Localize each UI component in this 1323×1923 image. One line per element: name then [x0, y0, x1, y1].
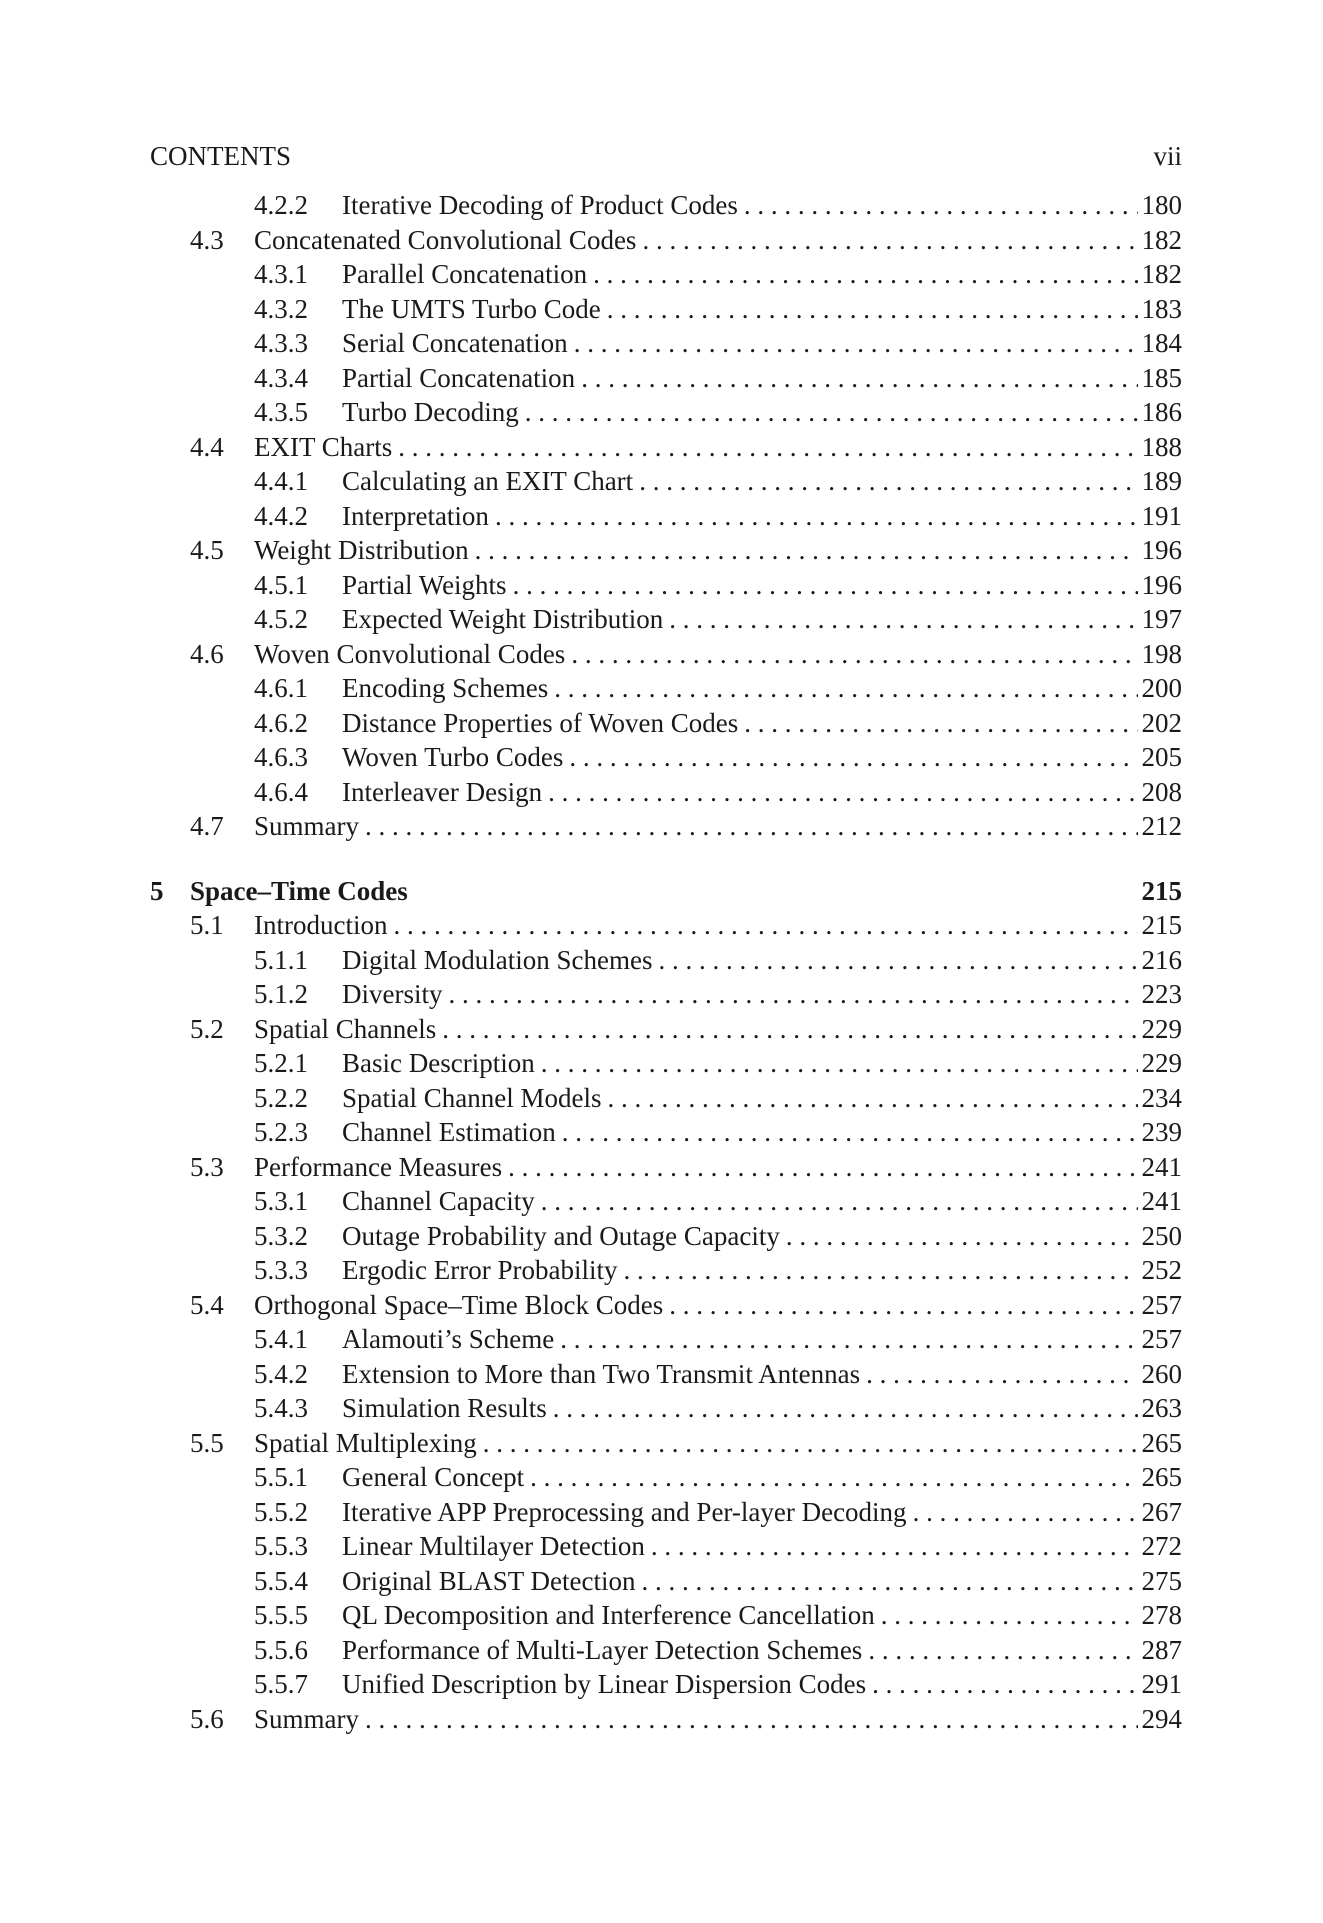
toc-entry-sub[interactable] [150, 1184, 1182, 1219]
toc-entry-title: Alamouti’s Scheme [342, 1324, 555, 1354]
dot-leader [562, 1115, 1138, 1150]
toc-entry-sub[interactable] [150, 326, 1182, 361]
toc-entry-title: The UMTS Turbo Code [342, 293, 601, 324]
toc-entry-title: Spatial Channel Models [342, 1082, 602, 1113]
toc-entry-section[interactable] [150, 1012, 1182, 1047]
dot-leader [868, 1633, 1137, 1668]
toc-entry-section[interactable] [150, 430, 1182, 465]
toc-entry-sub[interactable] [150, 1633, 1182, 1668]
toc-entry-sub[interactable] [150, 1495, 1182, 1530]
toc-entry-sub[interactable] [150, 706, 1182, 741]
toc-entry-page: 265 [1141, 1427, 1182, 1458]
toc-list [150, 188, 1182, 1736]
dot-leader [541, 1184, 1138, 1219]
dot-leader [744, 706, 1137, 741]
dot-leader [508, 1150, 1137, 1185]
toc-entry-sub[interactable] [150, 257, 1182, 292]
toc-entry-page: 278 [1141, 1600, 1182, 1630]
toc-entry-page: 275 [1141, 1565, 1182, 1596]
toc-entry-page: 185 [1141, 362, 1182, 393]
dot-leader [744, 188, 1138, 223]
toc-entry-title: Expected Weight Distribution [342, 604, 664, 634]
toc-entry-page: 229 [1141, 1048, 1182, 1078]
toc-entry-page: 260 [1141, 1358, 1182, 1389]
toc-entry-title: Channel Capacity [342, 1186, 535, 1216]
toc-entry-page: 198 [1141, 638, 1182, 669]
toc-entry-sub[interactable] [150, 1046, 1182, 1081]
toc-entry-title: Woven Turbo Codes [342, 742, 564, 772]
toc-entry-page: 234 [1141, 1082, 1182, 1113]
dot-leader [393, 908, 1137, 943]
toc-entry-number: 5.5.5 [254, 1600, 308, 1630]
toc-entry-page: 250 [1141, 1220, 1182, 1251]
toc-entry-sub[interactable] [150, 943, 1182, 978]
dot-leader [365, 1702, 1138, 1737]
toc-entry-page: 216 [1141, 944, 1182, 975]
toc-entry-sub[interactable] [150, 775, 1182, 810]
toc-entry-title: Partial Weights [342, 569, 507, 600]
toc-entry-sub[interactable] [150, 1357, 1182, 1392]
toc-page [150, 138, 1182, 1736]
toc-entry-sub[interactable] [150, 1115, 1182, 1150]
toc-entry-number: 5.5 [190, 1427, 224, 1458]
toc-entry-sub[interactable] [150, 361, 1182, 396]
toc-entry-page: 208 [1141, 776, 1182, 807]
toc-entry-page: 180 [1141, 190, 1182, 220]
toc-entry-title: Outage Probability and Outage Capacity [342, 1220, 780, 1251]
toc-entry-sub[interactable] [150, 1081, 1182, 1116]
toc-entry-title: Serial Concatenation [342, 328, 568, 358]
toc-entry-sub[interactable] [150, 1598, 1182, 1633]
toc-entry-sub[interactable] [150, 395, 1182, 430]
toc-entry-number: 4.6 [190, 638, 224, 669]
toc-entry-number: 5.3.1 [254, 1186, 308, 1216]
toc-entry-number: 4.4.1 [254, 466, 308, 496]
toc-entry-number: 5.3 [190, 1151, 224, 1182]
toc-entry-section[interactable] [150, 908, 1182, 943]
dot-leader [449, 977, 1138, 1012]
toc-entry-section[interactable] [150, 1426, 1182, 1461]
toc-entry-title: Orthogonal Space–Time Block Codes [254, 1289, 664, 1320]
toc-entry-title: Original BLAST Detection [342, 1565, 636, 1596]
dot-leader [607, 1081, 1137, 1116]
toc-entry-title: Partial Concatenation [342, 362, 576, 393]
toc-entry-title: Digital Modulation Schemes [342, 944, 653, 975]
toc-entry-page: 184 [1141, 328, 1182, 358]
toc-entry-number: 5.4.3 [254, 1393, 308, 1423]
dot-leader [569, 740, 1137, 775]
toc-entry-section[interactable] [150, 809, 1182, 844]
toc-entry-title: Interpretation [342, 500, 489, 531]
toc-entry-title: Introduction [254, 910, 388, 940]
dot-leader [593, 257, 1137, 292]
toc-entry-title: Performance of Multi-Layer Detection Schemes [342, 1634, 863, 1665]
toc-entry-title: Weight Distribution [254, 535, 469, 565]
toc-entry-sub[interactable] [150, 464, 1182, 499]
toc-entry-number: 5.3.2 [254, 1220, 308, 1251]
toc-entry-sub[interactable] [150, 188, 1182, 223]
toc-entry-sub[interactable] [150, 1529, 1182, 1564]
toc-entry-number: 5.6 [190, 1703, 224, 1734]
toc-entry-title: Simulation Results [342, 1393, 547, 1423]
toc-entry-sub[interactable] [150, 568, 1182, 603]
toc-entry-sub[interactable] [150, 292, 1182, 327]
dot-leader [651, 1529, 1138, 1564]
toc-entry-page: 263 [1141, 1393, 1182, 1423]
toc-entry-title: Unified Description by Linear Dispersion Codes [342, 1669, 867, 1699]
toc-entry-title: Linear Multilayer Detection [342, 1531, 645, 1561]
toc-entry-title: Turbo Decoding [342, 397, 519, 427]
toc-entry-sub[interactable] [150, 1219, 1182, 1254]
toc-entry-number: 5.2.1 [254, 1048, 308, 1078]
dot-leader [669, 1288, 1137, 1323]
toc-entry-sub[interactable] [150, 1391, 1182, 1426]
dot-leader [475, 533, 1138, 568]
dot-leader [872, 1667, 1137, 1702]
toc-entry-page: 229 [1141, 1013, 1182, 1044]
toc-entry-number: 4.2.2 [254, 190, 308, 220]
toc-entry-title: QL Decomposition and Interference Cancellation [342, 1600, 875, 1630]
toc-entry-page: 188 [1141, 431, 1182, 462]
dot-leader [554, 671, 1137, 706]
toc-entry-section[interactable] [150, 223, 1182, 258]
toc-entry-page: 183 [1141, 293, 1182, 324]
toc-entry-title: Channel Estimation [342, 1117, 556, 1147]
dot-leader [571, 637, 1137, 672]
dot-leader [574, 326, 1138, 361]
toc-entry-section[interactable] [150, 533, 1182, 568]
dot-leader [623, 1253, 1137, 1288]
toc-entry-sub[interactable] [150, 602, 1182, 637]
toc-entry-number: 5.3.3 [254, 1255, 308, 1285]
toc-entry-page: 182 [1141, 259, 1182, 289]
toc-entry-sub[interactable] [150, 977, 1182, 1012]
toc-entry-title: Performance Measures [254, 1151, 503, 1182]
dot-leader [786, 1219, 1138, 1254]
dot-leader [495, 499, 1138, 534]
toc-entry-section[interactable] [150, 637, 1182, 672]
toc-entry-title: Interleaver Design [342, 776, 543, 807]
toc-entry-number: 5.2.3 [254, 1117, 308, 1147]
toc-entry-sub[interactable] [150, 1667, 1182, 1702]
dot-leader [513, 568, 1138, 603]
toc-entry-sub[interactable] [150, 1460, 1182, 1495]
toc-entry-number: 4.5.1 [254, 569, 308, 600]
toc-entry-title: Iterative APP Preprocessing and Per-layer Decoding [342, 1496, 907, 1527]
running-header-title: CONTENTS [150, 141, 291, 171]
toc-entry-number: 5.5.6 [254, 1634, 308, 1665]
toc-entry-page: 200 [1141, 673, 1182, 703]
toc-entry-number: 5.5.2 [254, 1496, 308, 1527]
toc-entry-title: Encoding Schemes [342, 673, 549, 703]
dot-leader [553, 1391, 1138, 1426]
toc-entry-page: 202 [1141, 707, 1182, 738]
dot-leader [658, 943, 1137, 978]
toc-entry-page: 265 [1141, 1462, 1182, 1492]
toc-entry-page: 186 [1141, 397, 1182, 427]
toc-entry-sub[interactable] [150, 1322, 1182, 1357]
toc-entry-page: 189 [1141, 466, 1182, 496]
toc-entry-page: 294 [1141, 1703, 1182, 1734]
toc-entry-number: 4.3.2 [254, 293, 308, 324]
running-header [150, 138, 1182, 174]
toc-entry-number: 5.5.4 [254, 1565, 308, 1596]
toc-entry-title: Distance Properties of Woven Codes [342, 707, 739, 738]
toc-entry-number: 5.1.2 [254, 979, 308, 1009]
toc-entry-number: 4.7 [190, 811, 224, 841]
toc-entry-page: 287 [1141, 1634, 1182, 1665]
toc-entry-title: EXIT Charts [254, 431, 393, 462]
toc-entry-number: 4.3.3 [254, 328, 308, 358]
toc-entry-page: 205 [1141, 742, 1182, 772]
dot-leader [365, 809, 1138, 844]
toc-entry-number: 4.4 [190, 431, 224, 462]
toc-entry-page: 191 [1141, 500, 1182, 531]
toc-entry-page: 291 [1141, 1669, 1182, 1699]
toc-entry-number: 4.6.3 [254, 742, 308, 772]
toc-entry-page: 267 [1141, 1496, 1182, 1527]
toc-entry-number: 5.2 [190, 1013, 224, 1044]
toc-entry-number: 4.3.5 [254, 397, 308, 427]
toc-entry-section[interactable] [150, 1702, 1182, 1737]
toc-entry-page: 241 [1141, 1186, 1182, 1216]
toc-entry-title: Summary [254, 1703, 359, 1734]
toc-entry-title: Parallel Concatenation [342, 259, 588, 289]
toc-entry-chapter[interactable] [150, 874, 1182, 909]
toc-entry-page: 212 [1141, 811, 1182, 841]
toc-entry-sub[interactable] [150, 499, 1182, 534]
toc-entry-title: Ergodic Error Probability [342, 1255, 618, 1285]
toc-entry-number: 4.4.2 [254, 500, 308, 531]
toc-entry-sub[interactable] [150, 1564, 1182, 1599]
toc-entry-number: 4.3.4 [254, 362, 308, 393]
dot-leader [525, 395, 1138, 430]
toc-entry-title: Spatial Multiplexing [254, 1427, 477, 1458]
toc-entry-number: 5.4 [190, 1289, 224, 1320]
toc-entry-page: 252 [1141, 1255, 1182, 1285]
toc-entry-page: 182 [1141, 224, 1182, 255]
toc-entry-page: 272 [1141, 1531, 1182, 1561]
toc-entry-page: 215 [1141, 875, 1182, 906]
toc-entry-title: Extension to More than Two Transmit Antennas [342, 1358, 861, 1389]
dot-leader [642, 223, 1137, 258]
page-number: vii [1153, 141, 1182, 171]
toc-entry-page: 257 [1141, 1324, 1182, 1354]
dot-leader [641, 1564, 1137, 1599]
toc-entry-title: Iterative Decoding of Product Codes [342, 190, 738, 220]
toc-entry-number: 4.5 [190, 535, 224, 565]
toc-entry-page: 241 [1141, 1151, 1182, 1182]
toc-entry-page: 196 [1141, 569, 1182, 600]
toc-entry-sub[interactable] [150, 671, 1182, 706]
toc-entry-number: 5.1.1 [254, 944, 308, 975]
toc-entry-title: Woven Convolutional Codes [254, 638, 566, 669]
dot-leader [560, 1322, 1137, 1357]
dot-leader [483, 1426, 1138, 1461]
toc-entry-page: 257 [1141, 1289, 1182, 1320]
dot-leader [669, 602, 1137, 637]
toc-entry-number: 5.5.3 [254, 1531, 308, 1561]
toc-entry-title: Summary [254, 811, 359, 841]
toc-entry-number: 4.6.1 [254, 673, 308, 703]
toc-entry-number: 5.5.1 [254, 1462, 308, 1492]
dot-leader [442, 1012, 1137, 1047]
toc-entry-title: Diversity [342, 979, 443, 1009]
dot-leader [398, 430, 1137, 465]
toc-entry-title: General Concept [342, 1462, 525, 1492]
dot-leader [541, 1046, 1138, 1081]
dot-leader [913, 1495, 1138, 1530]
toc-entry-title: Calculating an EXIT Chart [342, 466, 634, 496]
dot-leader [607, 292, 1138, 327]
toc-entry-page: 197 [1141, 604, 1182, 634]
toc-entry-number: 4.6.4 [254, 776, 308, 807]
toc-entry-title: Basic Description [342, 1048, 535, 1078]
toc-entry-section[interactable] [150, 1288, 1182, 1323]
dot-leader [548, 775, 1137, 810]
toc-entry-title: Space–Time Codes [190, 875, 408, 906]
toc-entry-number: 5.4.2 [254, 1358, 308, 1389]
toc-entry-number: 5.2.2 [254, 1082, 308, 1113]
toc-entry-number: 5.5.7 [254, 1669, 308, 1699]
toc-entry-number: 4.6.2 [254, 707, 308, 738]
dot-leader [866, 1357, 1137, 1392]
dot-leader [530, 1460, 1137, 1495]
toc-entry-number: 5.1 [190, 910, 224, 940]
toc-entry-sub[interactable] [150, 740, 1182, 775]
toc-entry-number: 5 [150, 875, 164, 906]
toc-entry-number: 4.5.2 [254, 604, 308, 634]
toc-entry-sub[interactable] [150, 1253, 1182, 1288]
toc-entry-number: 4.3.1 [254, 259, 308, 289]
dot-leader [581, 361, 1137, 396]
toc-entry-page: 215 [1141, 910, 1182, 940]
toc-entry-title: Concatenated Convolutional Codes [254, 224, 637, 255]
toc-entry-title: Spatial Channels [254, 1013, 437, 1044]
toc-entry-section[interactable] [150, 1150, 1182, 1185]
dot-leader [639, 464, 1137, 499]
toc-entry-number: 4.3 [190, 224, 224, 255]
toc-entry-page: 223 [1141, 979, 1182, 1009]
toc-entry-page: 239 [1141, 1117, 1182, 1147]
toc-entry-page: 196 [1141, 535, 1182, 565]
toc-entry-number: 5.4.1 [254, 1324, 308, 1354]
dot-leader [881, 1598, 1138, 1633]
